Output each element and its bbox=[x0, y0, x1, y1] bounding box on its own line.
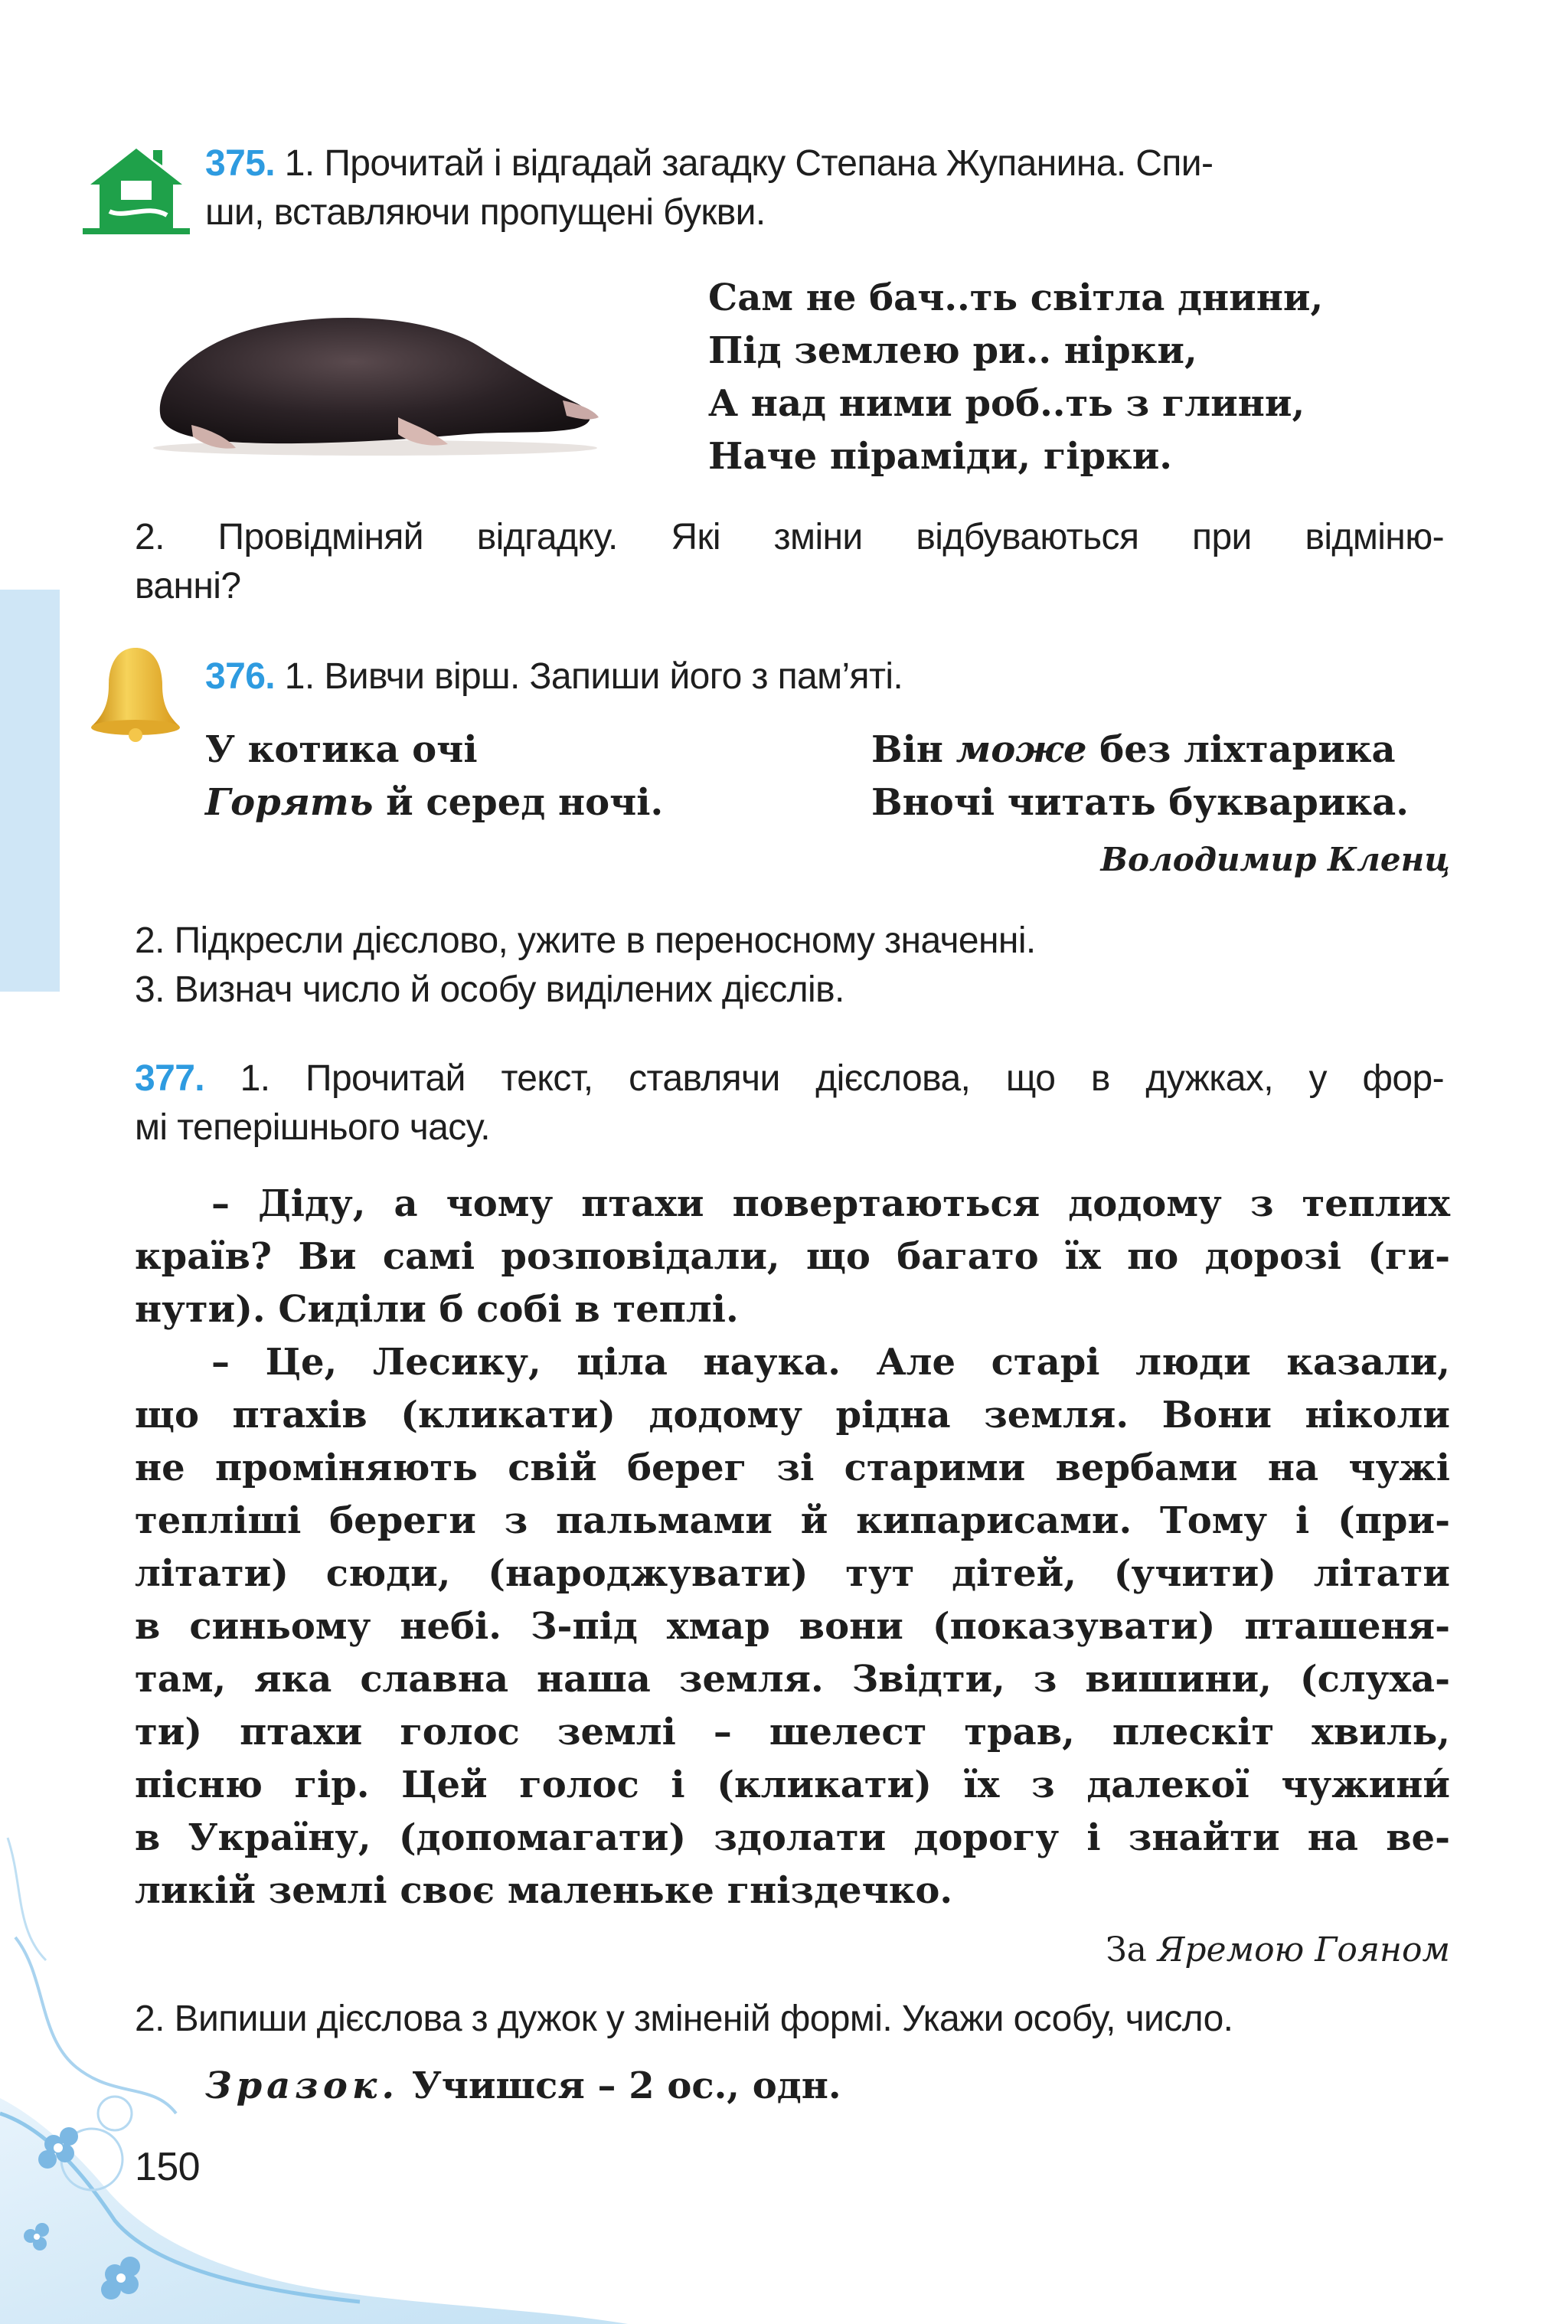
text-line: літати) сюди, (народжувати) тут дітей, (учити) літати bbox=[135, 1552, 1450, 1595]
task-text: 2. Провідміняй відгадку. Які зміни відбуваються при відміню- bbox=[135, 517, 1444, 557]
riddle-poem bbox=[708, 272, 1443, 483]
page-number: 150 bbox=[135, 2145, 200, 2189]
margin-band bbox=[0, 590, 60, 992]
exercise-number: 376. bbox=[205, 656, 276, 697]
highlighted-verb: може bbox=[956, 728, 1087, 771]
text-line: пісню гір. Цей голос і (кликати) їх з далекої чужини́ bbox=[135, 1763, 1450, 1806]
highlighted-verb: Горять bbox=[205, 781, 374, 824]
poem-line: Він bbox=[871, 728, 956, 771]
task-text: ванні? bbox=[135, 566, 241, 606]
poem-right-column bbox=[871, 724, 1461, 829]
exercise-376-task-1 bbox=[205, 652, 1456, 701]
exercise-377-text bbox=[135, 1178, 1450, 1917]
poem-line: А над ними роб..ть з глини, bbox=[708, 382, 1305, 425]
poem-line: й серед ночі. bbox=[373, 781, 664, 824]
text-line: нути). Сидiли б собі в теплі. bbox=[135, 1288, 739, 1331]
mole-illustration bbox=[145, 302, 605, 463]
home-task-icon bbox=[83, 142, 190, 234]
text-line: країв? Ви самі розповідали, що багато їх по дорозі (ги- bbox=[135, 1235, 1450, 1278]
text-line: в синьому небі. З-під хмар вони (показувати) пташеня- bbox=[135, 1605, 1450, 1648]
exercise-number: 377. bbox=[135, 1058, 205, 1099]
poem-line: Вночі читать букварика. bbox=[871, 781, 1409, 824]
bell-icon bbox=[86, 643, 185, 743]
poem-line: Під землею ри.. нірки, bbox=[708, 329, 1197, 372]
sample-label: Зразок. bbox=[205, 2064, 400, 2107]
task-text: 2. Підкресли дієслово, ужите в переносному значенні. bbox=[135, 920, 1036, 961]
text-line: тепліші береги з пальмами й кипарисами. Тому і (при- bbox=[135, 1499, 1450, 1542]
text-line: – Діду, а чому птахи повертаються додому з теплих bbox=[211, 1182, 1450, 1225]
task-text: 3. Визнач число й особу виділених дієслів. bbox=[135, 969, 844, 1010]
task-text: мі теперішнього часу. bbox=[135, 1107, 491, 1148]
sample-answer bbox=[205, 2060, 1430, 2113]
task-text: 1. Прочитай текст, ставлячи дієслова, що в дужках, у фор- bbox=[204, 1058, 1444, 1099]
exercise-375-task-1 bbox=[205, 139, 1456, 237]
task-text: 1. Прочитай і відгадай загадку Степана Жупанина. Спи- bbox=[284, 143, 1214, 184]
poem-line: без ліхтарика bbox=[1086, 728, 1396, 771]
author-name: Яремою Гояном bbox=[1157, 1930, 1450, 1969]
exercise-377-task-2: 2. Випиши дієслова з дужок у зміненій формі. Укажи особу, число. bbox=[135, 1999, 1233, 2039]
author-prefix: За bbox=[1106, 1930, 1158, 1969]
exercise-376-tasks-2-3 bbox=[135, 917, 1452, 1015]
text-line: там, яка славна наша земля. Звідти, з вишини, (слуха- bbox=[135, 1658, 1450, 1701]
poem-author: Володимир Кленц bbox=[1100, 841, 1450, 878]
poem-line: Сам не бач..ть світла днини, bbox=[708, 276, 1324, 319]
poem-left-column bbox=[205, 724, 894, 829]
text-author bbox=[919, 1926, 1450, 1975]
poem-line: Наче піраміди, гірки. bbox=[708, 435, 1172, 478]
text-line: не проміняють свій берег зі старими вербами на чужі bbox=[135, 1446, 1450, 1489]
text-line: – Це, Лесику, ціла наука. Але старі люди казали, bbox=[211, 1341, 1450, 1384]
text-line: ликій землі своє маленьке гніздечко. bbox=[135, 1869, 953, 1912]
exercise-375-task-2 bbox=[135, 513, 1444, 611]
task-text: 1. Вивчи вірш. Запиши його з пам’яті. bbox=[284, 656, 903, 697]
poem-line: У котика очі bbox=[205, 728, 478, 771]
exercise-number: 375. bbox=[205, 143, 276, 184]
text-line: ти) птахи голос землі – шелест трав, плескіт хвиль, bbox=[135, 1711, 1450, 1754]
task-text: ши, вставляючи пропущені букви. bbox=[205, 192, 766, 233]
text-line: в Україну, (допомагати) здолати дорогу і знайти на ве- bbox=[135, 1816, 1450, 1859]
text-line: що птахів (кликати) додому рідна земля. Вони ніколи bbox=[135, 1394, 1450, 1437]
exercise-377-task-1 bbox=[135, 1054, 1444, 1152]
sample-text: Учишся – 2 ос., одн. bbox=[399, 2064, 841, 2107]
